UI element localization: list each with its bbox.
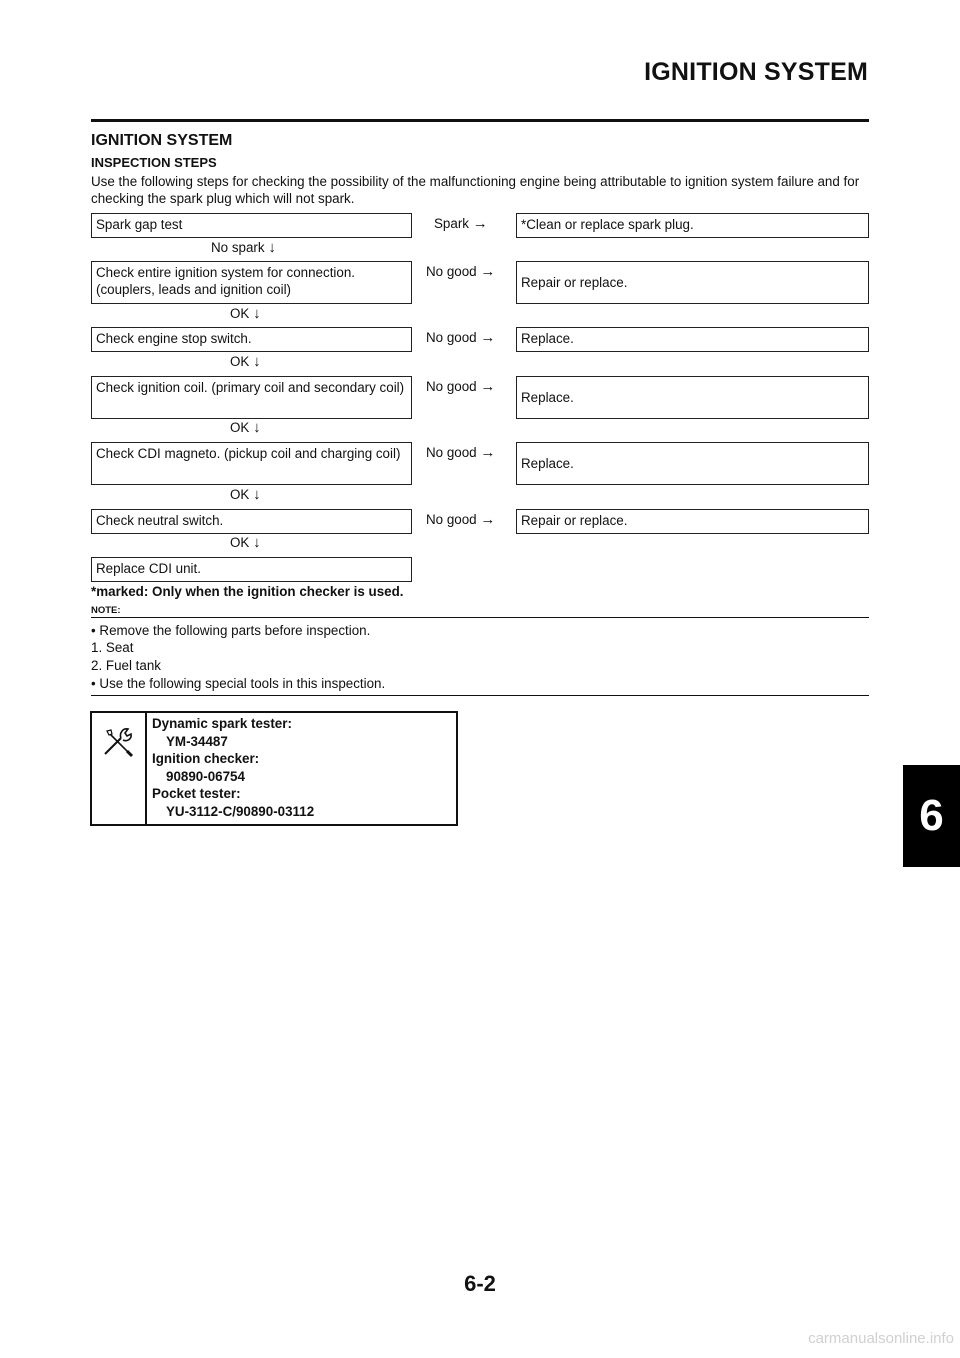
arrow-right-icon: → (480, 511, 496, 528)
wrench-tool-icon (99, 721, 139, 761)
note-rule (91, 617, 869, 618)
arrow-down-icon: ↓ (253, 305, 261, 322)
tool-name: Dynamic spark tester: (152, 716, 292, 731)
subsection-title: INSPECTION STEPS (91, 155, 217, 170)
arrow-right-icon: → (472, 215, 488, 232)
result-label-no-good: No good → (426, 329, 496, 346)
arrow-down-icon: ↓ (253, 353, 261, 370)
result-label-no-good: No good → (426, 263, 496, 280)
result-label-no-good: No good → (426, 511, 496, 528)
page-header-title: IGNITION SYSTEM (644, 58, 868, 86)
tool-name: Ignition checker: (152, 751, 260, 766)
result-label-no-good: No good → (426, 378, 496, 395)
section-title: IGNITION SYSTEM (91, 132, 233, 149)
next-label-ok: OK ↓ (230, 305, 261, 322)
check-box-ignition-system-connection: Check entire ignition system for connection. (couplers, leads and ignition coil) (91, 261, 412, 304)
check-box-spark-gap-test: Spark gap test (91, 213, 412, 238)
result-label-no-good: No good → (426, 444, 496, 461)
note-line: 2. Fuel tank (91, 658, 161, 673)
next-label-no-spark: No spark ↓ (211, 239, 276, 256)
note-bottom-rule (91, 695, 869, 696)
arrow-right-icon: → (480, 444, 496, 461)
tool-code: YM-34487 (166, 733, 228, 749)
check-box-replace-cdi-unit: Replace CDI unit. (91, 557, 412, 582)
check-box-ignition-coil: Check ignition coil. (primary coil and secondary coil) (91, 376, 412, 419)
result-label-spark: Spark → (434, 215, 488, 232)
arrow-right-icon: → (480, 378, 496, 395)
note-label: NOTE: (91, 605, 125, 616)
tool-code: YU-3112-C/90890-03112 (166, 803, 315, 819)
action-box-repair-or-replace: Repair or replace. (516, 509, 869, 534)
special-tools-box (90, 711, 458, 826)
tool-name: Pocket tester: (152, 786, 241, 801)
next-label-ok: OK ↓ (230, 534, 261, 551)
action-box-replace: Replace. (516, 327, 869, 352)
check-box-neutral-switch: Check neutral switch. (91, 509, 412, 534)
header-rule (91, 119, 869, 122)
next-label-ok: OK ↓ (230, 419, 261, 436)
note-line: 1. Seat (91, 640, 134, 655)
action-box-replace: Replace. (516, 442, 869, 485)
marked-footnote: *marked: Only when the ignition checker is used. (91, 584, 404, 599)
chapter-tab: 6 (903, 765, 960, 867)
tools-list (152, 715, 314, 820)
next-label-ok: OK ↓ (230, 486, 261, 503)
watermark: carmanualsonline.info (808, 1330, 954, 1347)
check-box-cdi-magneto: Check CDI magneto. (pickup coil and charging coil) (91, 442, 412, 485)
arrow-right-icon: → (480, 329, 496, 346)
next-label-ok: OK ↓ (230, 353, 261, 370)
tools-icon-column (92, 713, 147, 824)
intro-paragraph: Use the following steps for checking the possibility of the malfunctioning engine being attributable to ignition system failure and for checking the spark plug which will not spark. (91, 174, 860, 206)
page-number: 6-2 (464, 1271, 496, 1296)
arrow-down-icon: ↓ (253, 419, 261, 436)
tool-code: 90890-06754 (166, 768, 245, 784)
arrow-down-icon: ↓ (253, 486, 261, 503)
action-box-clean-or-replace-spark-plug: *Clean or replace spark plug. (516, 213, 869, 238)
arrow-right-icon: → (480, 263, 496, 280)
arrow-down-icon: ↓ (268, 239, 276, 256)
note-line: • Use the following special tools in this inspection. (91, 676, 386, 691)
arrow-down-icon: ↓ (253, 534, 261, 551)
action-box-repair-or-replace: Repair or replace. (516, 261, 869, 304)
check-box-engine-stop-switch: Check engine stop switch. (91, 327, 412, 352)
note-line: • Remove the following parts before inspection. (91, 623, 371, 638)
action-box-replace: Replace. (516, 376, 869, 419)
